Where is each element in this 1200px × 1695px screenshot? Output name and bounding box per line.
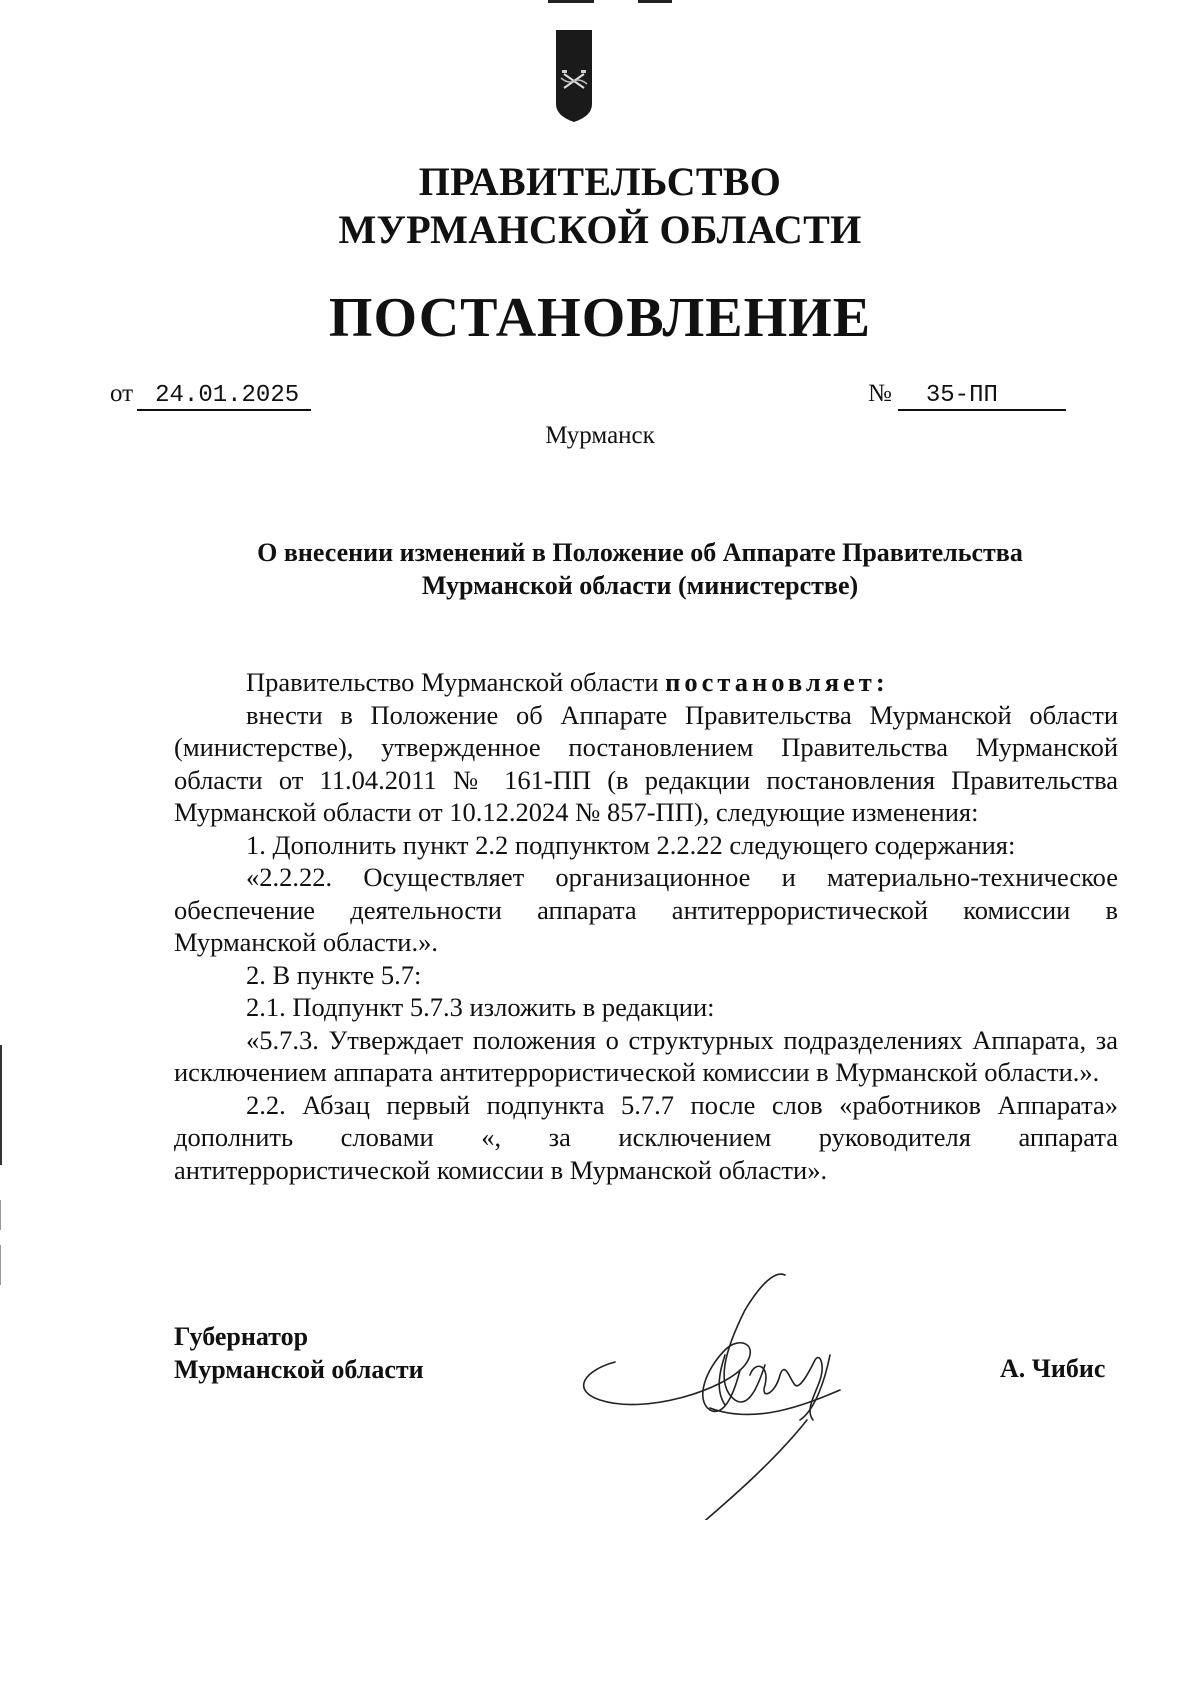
intro-prefix: Правительство Мурманской области <box>246 667 666 697</box>
scan-edge-mark <box>0 1045 2 1165</box>
body-paragraph: «5.7.3. Утверждает положения о структурных подразделениях Аппарата, за исключением аппарата антитеррористической комиссии в Мурманской области.». <box>174 1024 1118 1087</box>
government-name-line2: МУРМАНСКОЙ ОБЛАСТИ <box>338 207 862 252</box>
document-body <box>174 666 1118 1186</box>
body-paragraph: внести в Положение об Аппарате Правительства Мурманской области (министерстве), утвержденное постановлением Правительства Мурманской области от 11.04.2011 № 161-ПП (в редакции постановления Правительства Мурманской области от 10.12.2024 № 857-ПП), следующие изменения: <box>174 699 1118 827</box>
signatory-position <box>174 1320 424 1386</box>
handwritten-signature <box>575 1270 885 1520</box>
intro-decree-word: постановляет: <box>665 667 889 697</box>
coat-of-arms-icon <box>554 30 594 126</box>
document-subject <box>200 536 1080 602</box>
body-paragraph: «2.2.22. Осуществляет организационное и материально-техническое обеспечение деятельности аппарата антитеррористической комиссии в Мурманской области.». <box>174 862 1118 957</box>
body-paragraph: 2.1. Подпункт 5.7.3 изложить в редакции: <box>246 992 715 1022</box>
body-paragraph: 2.2. Абзац первый подпункта 5.7.7 после слов «работников Аппарата» дополнить словами «, за исключением руководителя аппарата антитеррористической комиссии в Мурманской области». <box>174 1089 1118 1185</box>
number-label: № <box>868 380 892 407</box>
number-value: 35-ПП <box>898 382 1066 411</box>
body-intro <box>174 666 1118 699</box>
date-label: от <box>110 380 134 407</box>
signatory-name: А. Чибис <box>1000 1354 1106 1383</box>
government-name-line1: ПРАВИТЕЛЬСТВО <box>418 159 782 204</box>
document-number <box>868 380 1066 411</box>
body-paragraph: 2. В пункте 5.7: <box>246 959 422 990</box>
scan-edge-mark <box>0 1245 1 1285</box>
document-type-title: ПОСТАНОВЛЕНИЕ <box>328 287 872 349</box>
date-value: 24.01.2025 <box>137 382 311 411</box>
government-name <box>0 158 1200 254</box>
scan-edge-mark <box>0 1200 1 1230</box>
subject-line1: О внесении изменений в Положение об Аппарате Правительства <box>257 538 1023 567</box>
subject-line2: Мурманской области (министерстве) <box>421 571 859 600</box>
position-line2: Мурманской области <box>174 1355 424 1384</box>
top-scan-marks <box>548 0 718 4</box>
body-paragraph: 1. Дополнить пункт 2.2 подпунктом 2.2.22 следующего содержания: <box>246 829 1016 860</box>
document-date <box>110 380 311 411</box>
city-name: Мурманск <box>545 422 655 449</box>
position-line1: Губернатор <box>174 1322 309 1351</box>
